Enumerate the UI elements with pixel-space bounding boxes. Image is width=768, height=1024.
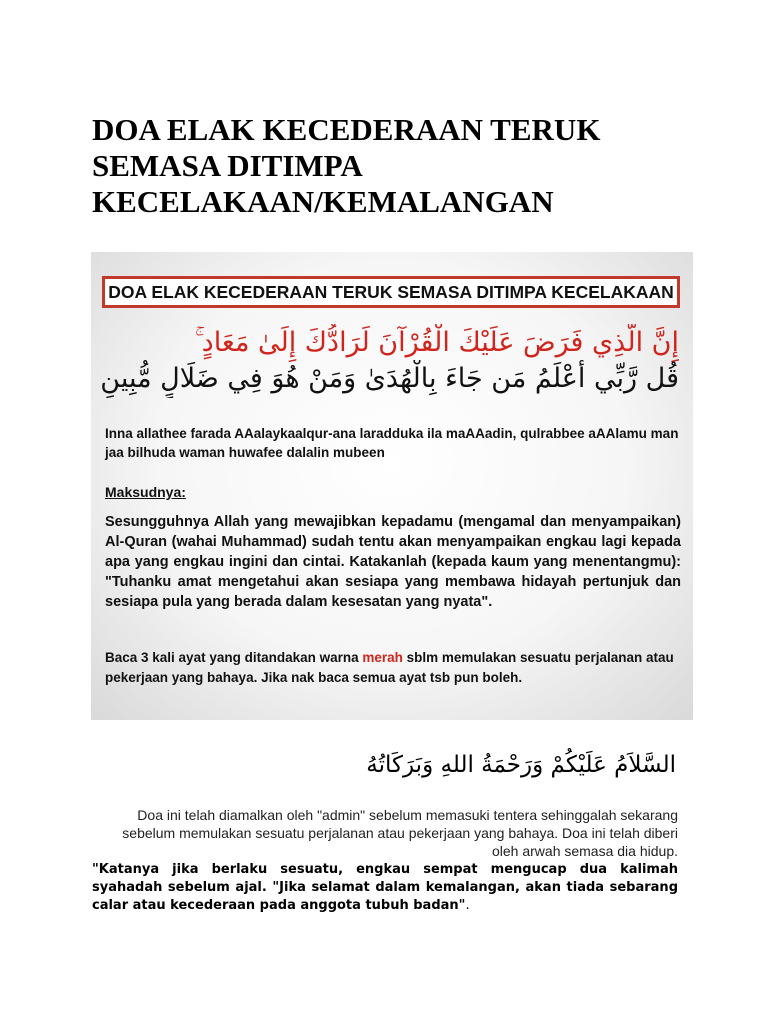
transliteration: Inna allathee farada AAalaykaalqur-ana laradduka ila maAAadin, qulrabbee aAAlamu man jaa bilhuda waman huwafee dalalin mubeen	[105, 426, 679, 460]
instruction-red-word: merah	[362, 650, 403, 665]
quote-text: "Katanya jika berlaku sesuatu, engkau sempat mengucap dua kalimah syahadah sebelum ajal. "Jika selamat dalam kemalangan, akan tiada sebarang calar atau kecederaan pada anggota tubuh badan"	[92, 862, 678, 913]
quote-paragraph	[92, 861, 678, 915]
arabic-verse-red: إِنَّ الَّذِي فَرَضَ عَلَيْكَ الْقُرْآنَ لَرَادُّكَ إِلَىٰ مَعَادٍ ۚ	[194, 327, 679, 358]
meaning-label: Maksudnya:	[105, 484, 186, 500]
instruction-text-start: Baca 3 kali ayat yang ditandakan warna	[105, 650, 363, 665]
quote-period: .	[465, 898, 470, 913]
instruction-text-end: sblm memulakan sesuatu perjalanan atau pekerjaan yang bahaya. Jika nak baca semua ayat tsb pun boleh.	[105, 650, 674, 685]
arabic-verse-black: قُل رَّبِّي أَعْلَمُ مَن جَاءَ بِالْهُدَىٰ وَمَنْ هُوَ فِي ضَلَالٍ مُّبِينٍ	[100, 363, 679, 394]
salam-greeting: السَّلاَمُ عَلَيْكُمْ وَرَحْمَةُ اللهِ وَبَرَكَاتُهُ	[366, 752, 676, 778]
meaning-text: Sesungguhnya Allah yang mewajibkan kepadamu (mengamal dan menyampaikan) Al-Quran (wahai Muhammad) sudah tentu akan menyampaikan engkau lagi kepada apa yang engkau ingini dan cintai. Katakanlah (kepada kaum yang menentangmu): "Tuhanku amat mengetahui akan sesiapa yang membawa hidayah pertunjuk dan sesiapa pula yang berada dalam kesesatan yang nyata".	[105, 514, 681, 610]
story-paragraph: Doa ini telah diamalkan oleh "admin" sebelum memasuki tentera sehinggalah sekarang sebelum memulakan sesuatu perjalanan atau pekerjaan yang bahaya. Doa ini telah diberi oleh arwah semasa dia hidup.	[122, 807, 678, 859]
image-header: DOA ELAK KECEDERAAN TERUK SEMASA DITIMPA KECELAKAAN	[102, 276, 680, 308]
reading-instruction	[105, 648, 681, 688]
page-title: DOA ELAK KECEDERAAN TERUK SEMASA DITIMPA KECELAKAAN/KEMALANGAN	[92, 112, 601, 219]
doa-image	[91, 252, 693, 720]
